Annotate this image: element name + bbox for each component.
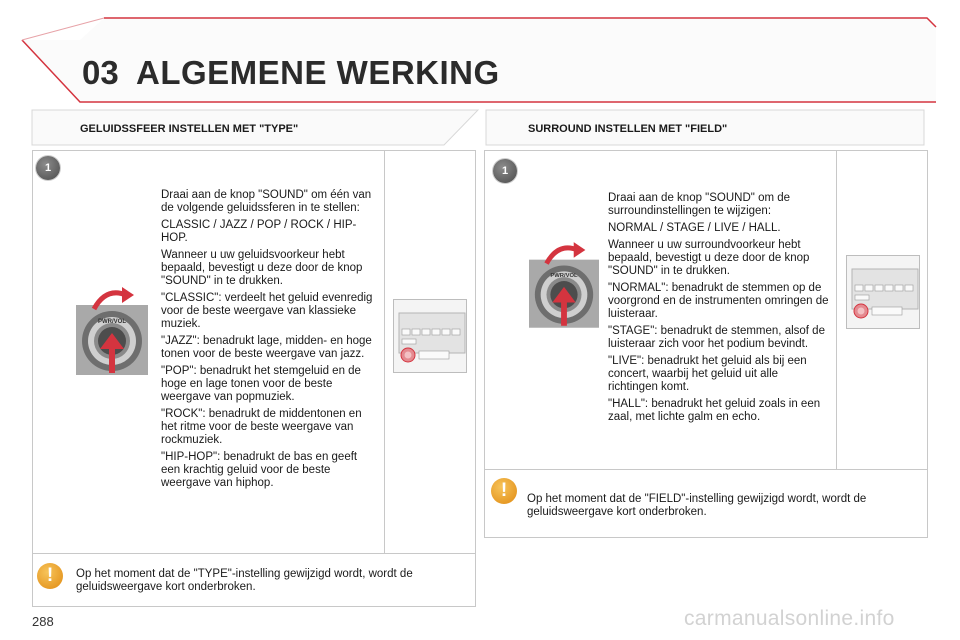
- paragraph: Draai aan de knop "SOUND" om één van de volgende geluidssferen in te stellen:: [161, 189, 372, 214]
- paragraph: "LIVE": benadrukt het geluid als bij een concert, waarbij het geluid uit alle richtingen komt.: [608, 355, 807, 393]
- paragraph: "STAGE": benadrukt de stemmen, alsof de luisteraar zich voor het podium bevindt.: [608, 325, 825, 350]
- radio-unit-icon: [393, 299, 467, 373]
- left-panel-note-divider: [32, 553, 476, 554]
- right-panel-note-divider: [484, 469, 928, 470]
- paragraph: Wanneer u uw surroundvoorkeur hebt bepaald, bevestigt u deze door de knop "SOUND" in te drukken.: [608, 239, 810, 277]
- paragraph: "CLASSIC": verdeelt het geluid evenredig voor de beste weergave van klassieke muziek.: [161, 292, 373, 330]
- right-warning-note: Op het moment dat de "FIELD"-instelling gewijzigd wordt, wordt de geluidsweergave kort onderbroken.: [527, 493, 867, 518]
- left-section-title: GELUIDSSFEER INSTELLEN MET "TYPE": [80, 123, 299, 135]
- radio-unit-icon: [846, 255, 920, 329]
- right-instructions: [608, 192, 830, 428]
- right-section-title: SURROUND INSTELLEN MET "FIELD": [528, 123, 728, 135]
- paragraph: "HALL": benadrukt het geluid zoals in een zaal, met lichte galm en echo.: [608, 398, 821, 423]
- knob-label: PWR/VOL: [550, 273, 578, 280]
- warning-icon: !: [491, 478, 517, 504]
- paragraph: Wanneer u uw geluidsvoorkeur hebt bepaald, bevestigt u deze door de knop "SOUND" in te drukken.: [161, 249, 363, 287]
- left-panel-divider: [384, 150, 385, 553]
- paragraph: "HIP-HOP": benadrukt de bas en geeft een krachtig geluid voor de beste weergave van hiphop.: [161, 451, 358, 489]
- sound-knob-icon: [529, 238, 599, 328]
- sound-knob-icon: [76, 283, 148, 375]
- paragraph: "ROCK": benadrukt de middentonen en het ritme voor de beste weergave van rockmuziek.: [161, 408, 362, 446]
- watermark: carmanualsonline.info: [684, 607, 895, 630]
- step-badge: 1: [36, 156, 60, 180]
- paragraph: CLASSIC / JAZZ / POP / ROCK / HIP-HOP.: [161, 219, 357, 244]
- chapter-number: 03: [82, 54, 119, 91]
- paragraph: "POP": benadrukt het stemgeluid en de hoge en lage tonen voor de beste weergave van popmuziek.: [161, 365, 361, 403]
- paragraph: "JAZZ": benadrukt lage, midden- en hoge tonen voor de beste weergave van jazz.: [161, 335, 372, 360]
- left-warning-note: Op het moment dat de "TYPE"-instelling gewijzigd wordt, wordt de geluidsweergave kort onderbroken.: [76, 568, 413, 593]
- knob-label: PWR/VOL: [98, 319, 126, 325]
- page-number: 288: [32, 614, 54, 629]
- paragraph: NORMAL / STAGE / LIVE / HALL.: [608, 222, 781, 234]
- paragraph: Draai aan de knop "SOUND" om de surroundinstellingen te wijzigen:: [608, 192, 791, 217]
- warning-icon: !: [37, 563, 63, 589]
- left-instructions: [161, 189, 376, 494]
- step-badge: 1: [493, 159, 517, 183]
- right-panel-divider: [836, 150, 837, 469]
- page-title: ALGEMENE WERKING: [136, 54, 500, 91]
- paragraph: "NORMAL": benadrukt de stemmen op de voorgrond en de instrumenten omringen de luisteraar.: [608, 282, 829, 320]
